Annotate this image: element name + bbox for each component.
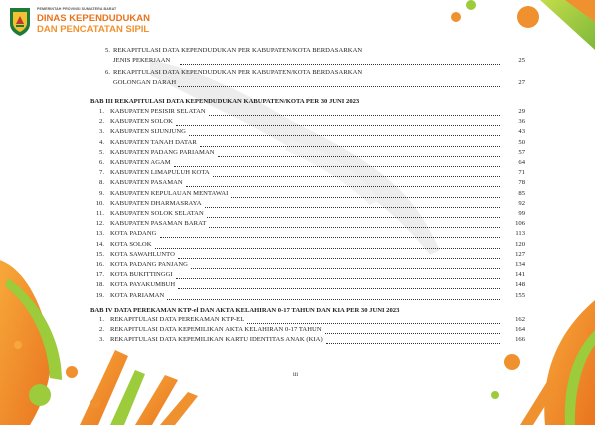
entry-page: 92 bbox=[518, 199, 525, 207]
entry-number: 19. bbox=[95, 291, 104, 299]
entry-page: 113 bbox=[515, 230, 525, 238]
entry-page: 36 bbox=[518, 118, 525, 126]
entry-number: 1. bbox=[99, 316, 104, 323]
entry-label: KOTA PARIAMAN bbox=[110, 291, 165, 299]
entry-label: KOTA BUKITTINGGI bbox=[110, 271, 173, 279]
entry-label: KABUPATEN PESISIR SELATAN bbox=[110, 108, 206, 115]
leader-dots bbox=[176, 119, 500, 126]
entry-page: 25 bbox=[518, 57, 525, 64]
entry-page: 155 bbox=[515, 291, 525, 299]
entry-label: KABUPATEN LIMAPULUH KOTA bbox=[110, 169, 210, 177]
entry-page: 29 bbox=[518, 108, 525, 115]
entry-label: REKAPITULASI DATA KEPENDUDUKAN PER KABUPATEN/KOTA BERDASARKAN bbox=[113, 47, 363, 54]
leader-dots bbox=[167, 293, 500, 300]
leader-dots bbox=[186, 180, 500, 187]
entry-label: KABUPATEN PASAMAN bbox=[110, 179, 183, 187]
leader-dots bbox=[178, 282, 500, 289]
leader-dots bbox=[176, 272, 500, 279]
leader-dots bbox=[178, 252, 500, 259]
leader-dots bbox=[205, 201, 500, 208]
entry-page: 141 bbox=[515, 271, 525, 279]
bottom-right-circle bbox=[504, 354, 520, 370]
leader-dots bbox=[189, 129, 500, 136]
entry-number: 8. bbox=[99, 179, 104, 187]
entry-label: KOTA PADANG bbox=[110, 230, 157, 238]
entry-number: 17. bbox=[95, 271, 104, 279]
entry-page: 99 bbox=[518, 210, 525, 217]
entry-number: 6. bbox=[99, 159, 104, 166]
entry-label: KABUPATEN AGAM bbox=[110, 159, 171, 166]
leader-dots bbox=[209, 109, 500, 116]
entry-label: KABUPATEN TANAH DATAR bbox=[110, 138, 197, 146]
leader-dots bbox=[231, 191, 500, 198]
header bbox=[8, 6, 150, 36]
entry-page: 120 bbox=[515, 240, 525, 248]
leader-dots bbox=[325, 327, 500, 334]
leader-dots bbox=[207, 211, 500, 218]
page-number: iii bbox=[293, 372, 299, 378]
entry-number: 10. bbox=[95, 199, 104, 207]
entry-page: 43 bbox=[518, 128, 525, 136]
entry-page: 27 bbox=[518, 79, 525, 86]
entry-page: 64 bbox=[518, 159, 525, 166]
chapter-heading-bab3: BAB III REKAPITULASI DATA KEPENDUDUKAN KABUPATEN/KOTA PER 30 JUNI 2023 bbox=[90, 98, 360, 105]
entry-label: REKAPITULASI DATA KEPEMILIKAN AKTA KELAHIRAN 0-17 TAHUN bbox=[110, 326, 322, 333]
entry-label: KOTA PAYAKUMBUH bbox=[110, 281, 176, 289]
chapter-heading-bab4: BAB IV DATA PEREKAMAN KTP-el DAN AKTA KELAHIRAN 0-17 TAHUN DAN KIA PER 30 JUNI 2023 bbox=[90, 307, 400, 314]
entry-label-cont: JENIS PEKERJAAN bbox=[113, 57, 171, 64]
top-circle-small bbox=[451, 12, 461, 22]
bottom-circle-orange bbox=[66, 366, 78, 378]
entry-number: 16. bbox=[95, 261, 104, 268]
entry-page: 78 bbox=[518, 179, 525, 187]
entry-number: 1. bbox=[99, 108, 104, 115]
entry-page: 127 bbox=[515, 250, 525, 258]
top-circle-green bbox=[466, 0, 476, 10]
entry-number: 3. bbox=[99, 336, 104, 343]
entry-number: 4. bbox=[99, 138, 104, 146]
entry-number: 9. bbox=[99, 189, 104, 197]
entry-label: KOTA PADANG PANJANG bbox=[110, 261, 188, 268]
entry-number: 13. bbox=[95, 230, 104, 238]
top-circle-large bbox=[517, 6, 539, 28]
leader-dots bbox=[160, 231, 500, 238]
province-emblem-icon bbox=[8, 6, 32, 36]
entry-number: 14. bbox=[95, 240, 104, 248]
entry-label: KABUPATEN PADANG PARIAMAN bbox=[110, 148, 215, 156]
agency-name-line1: DINAS KEPENDUDUKAN bbox=[37, 12, 150, 24]
entry-number: 6. bbox=[105, 69, 110, 76]
entry-page: 71 bbox=[518, 169, 525, 177]
entry-page: 166 bbox=[515, 336, 525, 343]
entry-label: KABUPATEN SIJUNJUNG bbox=[110, 128, 186, 136]
leader-dots bbox=[178, 80, 500, 87]
entry-page: 57 bbox=[518, 148, 525, 156]
entry-page: 85 bbox=[518, 189, 525, 197]
entry-number: 15. bbox=[95, 250, 104, 258]
entry-label-cont: GOLONGAN DARAH bbox=[113, 79, 177, 86]
entry-number: 2. bbox=[99, 118, 104, 126]
province-name: PEMERINTAH PROVINSI SUMATERA BARAT bbox=[37, 7, 117, 11]
entry-label: KABUPATEN DHARMASRAYA bbox=[110, 199, 202, 207]
bottom-right-circle-small bbox=[491, 391, 499, 399]
agency-name-line2: DAN PENCATATAN SIPIL bbox=[37, 24, 150, 36]
leader-dots bbox=[191, 262, 500, 269]
leader-dots bbox=[247, 317, 500, 324]
entry-number: 2. bbox=[99, 326, 104, 333]
entry-page: 134 bbox=[515, 261, 525, 268]
entry-label: REKAPITULASI DATA KEPENDUDUKAN PER KABUPATEN/KOTA BERDASARKAN bbox=[113, 69, 363, 76]
entry-number: 3. bbox=[99, 128, 104, 136]
entry-label: REKAPITULASI DATA PEREKAMAN KTP-EL bbox=[110, 316, 245, 323]
leader-dots bbox=[218, 150, 500, 157]
bottom-circle-green bbox=[29, 384, 51, 406]
bottom-circle-mid bbox=[14, 341, 22, 349]
entry-page: 50 bbox=[518, 138, 525, 146]
entry-label: KOTA SAWAHLUNTO bbox=[110, 250, 175, 258]
leader-dots bbox=[180, 58, 500, 65]
entry-page: 162 bbox=[515, 316, 525, 323]
entry-number: 11. bbox=[96, 210, 104, 217]
entry-number: 7. bbox=[99, 169, 104, 177]
leader-dots bbox=[155, 242, 500, 249]
entry-label: REKAPITULASI DATA KEPEMILIKAN KARTU IDENTITAS ANAK (KIA) bbox=[110, 336, 323, 343]
leader-dots bbox=[326, 337, 500, 344]
entry-label: KABUPATEN SOLOK SELATAN bbox=[110, 210, 204, 217]
entry-number: 12. bbox=[95, 220, 104, 228]
entry-label: KABUPATEN KEPULAUAN MENTAWAI bbox=[110, 189, 229, 197]
entry-label: KABUPATEN PASAMAN BARAT bbox=[110, 220, 207, 228]
entry-number: 18. bbox=[95, 281, 104, 289]
bottom-circle-small bbox=[90, 398, 100, 408]
leader-dots bbox=[174, 160, 500, 167]
leader-dots bbox=[200, 140, 500, 147]
entry-page: 148 bbox=[515, 281, 525, 289]
leader-dots bbox=[213, 170, 500, 177]
leader-dots bbox=[209, 221, 500, 228]
entry-label: KOTA SOLOK bbox=[110, 240, 152, 248]
entry-page: 164 bbox=[515, 326, 525, 333]
entry-page: 106 bbox=[515, 220, 525, 228]
entry-number: 5. bbox=[105, 47, 110, 54]
entry-label: KABUPATEN SOLOK bbox=[110, 118, 173, 126]
entry-number: 5. bbox=[99, 148, 104, 156]
